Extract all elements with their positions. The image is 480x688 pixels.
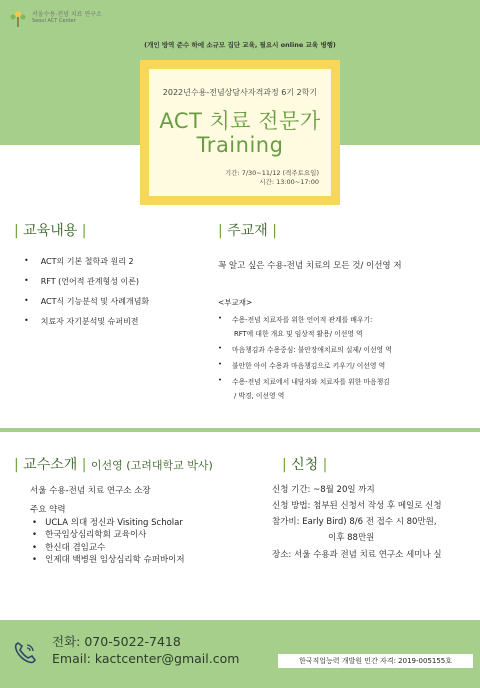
list-item: • 인제대 백병원 임상심리학 슈퍼바이저 bbox=[32, 554, 185, 565]
phone-icon bbox=[12, 640, 38, 666]
section-divider bbox=[0, 428, 480, 432]
list-item: • ACT의 기본 철학과 원리 2 bbox=[24, 256, 134, 266]
career-heading: 주요 약력 bbox=[30, 505, 66, 515]
apply-heading: | 신청 | bbox=[282, 457, 328, 473]
logo-text-en: Seoul ACT Center bbox=[32, 17, 76, 24]
apply-fee-after: 이후 88만원 bbox=[328, 533, 375, 544]
curriculum-heading: | 교육내용 | bbox=[14, 223, 87, 239]
curriculum-list bbox=[24, 256, 204, 336]
list-item: • RFT (언어적 관계형성 이론) bbox=[24, 276, 140, 286]
list-item: • UCLA 의대 정신과 Visiting Scholar bbox=[32, 518, 183, 528]
list-item: • 수용-전념 치료에서 내담자와 치료자를 위한 마음챙김 bbox=[218, 376, 390, 386]
list-item: • 한신대 겸임교수 bbox=[32, 542, 106, 553]
apply-place: 장소: 서울 수용과 전념 치료 연구소 세미나 실 bbox=[272, 549, 442, 560]
list-item: • 한국임상심리학회 교육이사 bbox=[32, 530, 147, 541]
hero-subtitle: 2022년수용-전념상담사자격과정 6기 2학기 bbox=[162, 88, 318, 97]
logo-icon bbox=[8, 8, 28, 28]
logo bbox=[8, 8, 102, 28]
list-item: • ACT식 기능분석 및 사례개념화 bbox=[24, 296, 150, 306]
contact-info bbox=[52, 634, 239, 668]
hero-title bbox=[149, 109, 331, 157]
hero-period: 기간: 7/30~11/12 (격주토요일) bbox=[224, 169, 319, 177]
apply-deadline: 신청 기간: ~8월 20일 까지 bbox=[272, 485, 375, 495]
textbook-sub-heading: <부교재> bbox=[218, 298, 253, 307]
professor-heading: | 교수소개 | 이선영 (고려대학교 박사) bbox=[14, 457, 213, 473]
logo-text-kr: 서울수용-전념 치료 연구소 bbox=[32, 10, 102, 18]
hero-meta bbox=[225, 169, 319, 188]
professor-name: 이선영 (고려대학교 박사) bbox=[90, 459, 213, 472]
list-item-continuation: / 박경, 이선영 역 bbox=[234, 392, 285, 400]
hero-title-line1: ACT 치료 전문가 bbox=[159, 109, 321, 133]
textbook-heading: | 주교재 | bbox=[218, 223, 277, 239]
hero-time: 시간: 13:00~17:00 bbox=[259, 178, 319, 187]
phone-text: 전화: 070-5022-7418 bbox=[52, 634, 181, 649]
apply-fee: 참가비: Early Bird) 8/6 전 접수 시 80만원, bbox=[272, 517, 437, 528]
list-item: • 불안한 아이 수용과 마음챙김으로 키우기/ 이선영 역 bbox=[218, 360, 386, 370]
career-list bbox=[32, 517, 185, 566]
list-item: • 치료자 자기분석및 슈퍼비전 bbox=[24, 316, 139, 326]
textbook-sub-list bbox=[218, 314, 476, 406]
email-text: Email: kactcenter@gmail.com bbox=[52, 650, 240, 666]
apply-details bbox=[272, 482, 477, 563]
list-item: • 수용-전념 치료자를 위한 언어적 관계를 배우기: bbox=[218, 314, 373, 324]
textbook-main: 꼭 알고 싶은 수용-전념 치료의 모든 것/ 이선영 저 bbox=[218, 261, 402, 271]
notice-text: (개인 방역 준수 하에 소규모 집단 교육, 필요시 online 교육 병행) bbox=[144, 41, 336, 49]
apply-method: 신청 방법: 첨부된 신청서 작성 후 메일로 신청 bbox=[272, 501, 442, 512]
professor-position: 서울 수용-전념 치료 연구소 소장 bbox=[30, 486, 151, 496]
cert-badge: 한국직업능력 개발원 민간 자격: 2019-005155호 bbox=[278, 654, 473, 668]
hero-box bbox=[140, 60, 340, 205]
list-item-continuation: RFT에 대한 개요 및 임상적 활용/ 이선영 역 bbox=[234, 330, 363, 338]
list-item: • 마음챙김과 수용중심: 불안장애치료의 실제/ 이선영 역 bbox=[218, 344, 392, 354]
hero-title-line2: Training bbox=[196, 133, 284, 158]
